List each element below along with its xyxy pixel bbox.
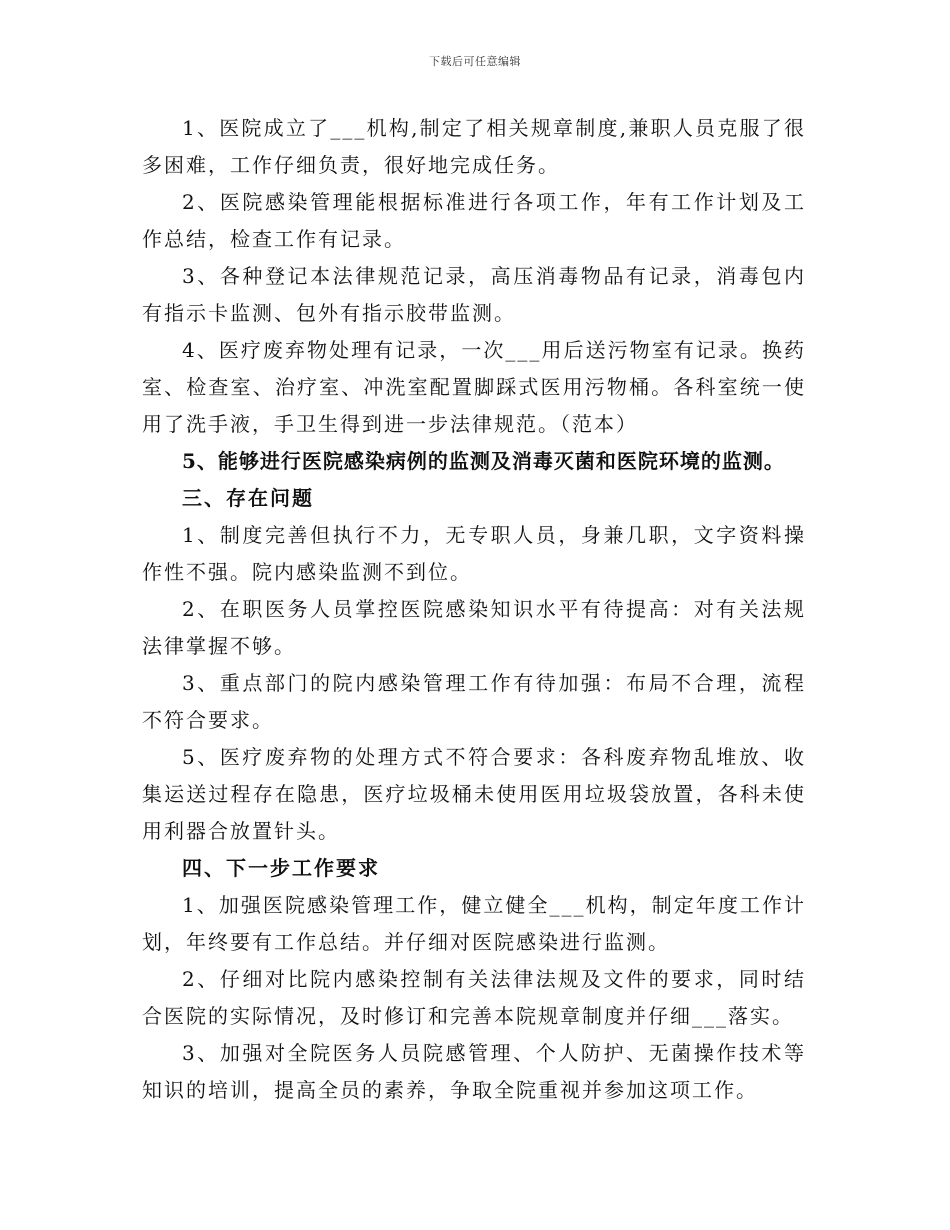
section-heading-problems: 三、存在问题 (182, 486, 314, 510)
paragraph-problem-1: 1、制度完善但执行不力，无专职人员，身兼几职，文字资料操作性不强。院内感染监测不到位。 (142, 523, 806, 584)
paragraph-3: 3、各种登记本法律规范记录，高压消毒物品有记录，消毒包内有指示卡监测、包外有指示胶带监测。 (142, 264, 806, 325)
section-heading-next-steps: 四、下一步工作要求 (182, 856, 380, 880)
paragraph-step-1: 1、加强医院感染管理工作，健立健全___机构，制定年度工作计划，年终要有工作总结。并仔细对医院感染进行监测。 (142, 893, 806, 954)
header-note: 下载后可任意编辑 (429, 55, 521, 68)
paragraph-problem-5: 5、医疗废弃物的处理方式不符合要求：各科废弃物乱堆放、收集运送过程存在隐患，医疗垃圾桶未使用医用垃圾袋放置，各科未使用利器合放置针头。 (142, 745, 806, 843)
paragraph-5-bold: 5、能够进行医院感染病例的监测及消毒灭菌和医院环境的监测。 (182, 449, 785, 473)
paragraph-problem-3: 3、重点部门的院内感染管理工作有待加强：布局不合理，流程不符合要求。 (142, 671, 806, 732)
paragraph-4: 4、医疗废弃物处理有记录，一次___用后送污物室有记录。换药室、检查室、治疗室、冲洗室配置脚踩式医用污物桶。各科室统一使用了洗手液，手卫生得到进一步法律规范。（范本） (142, 338, 806, 436)
paragraph-problem-2: 2、在职医务人员掌控医院感染知识水平有待提高：对有关法规法律掌握不够。 (142, 597, 806, 658)
paragraph-step-2: 2、仔细对比院内感染控制有关法律法规及文件的要求，同时结合医院的实际情况，及时修订和完善本院规章制度并仔细___落实。 (142, 967, 806, 1028)
paragraph-step-3: 3、加强对全院医务人员院感管理、个人防护、无菌操作技术等知识的培训，提高全员的素养，争取全院重视并参加这项工作。 (142, 1041, 806, 1102)
document-body (142, 110, 806, 1109)
paragraph-2: 2、医院感染管理能根据标准进行各项工作，年有工作计划及工作总结，检查工作有记录。 (142, 190, 806, 251)
paragraph-1: 1、医院成立了___机构,制定了相关规章制度,兼职人员克服了很多困难，工作仔细负责，很好地完成任务。 (142, 116, 806, 177)
